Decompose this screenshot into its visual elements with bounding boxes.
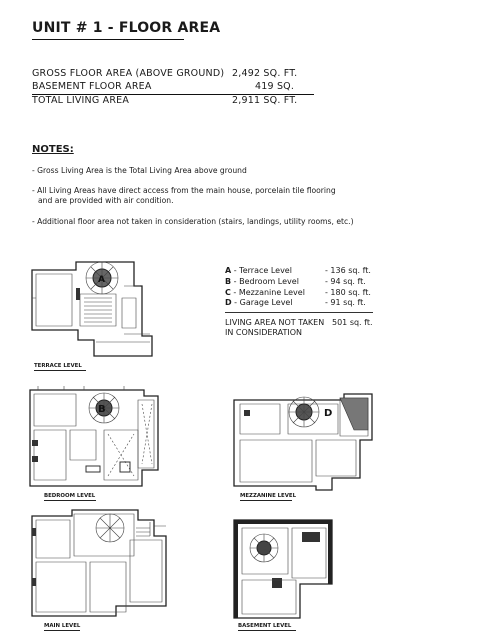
note-1: - Gross Living Area is the Total Living Area above ground [32,166,247,175]
caption-main-underline [44,630,80,631]
caption-terrace-underline [34,370,86,371]
note-2: - All Living Areas have direct access from the main house, porcelain tile flooring [32,186,336,195]
legend-value-b: - 94 sq. ft. [325,277,366,286]
main-level-plan [26,508,172,620]
legend-value-c: - 180 sq. ft. [325,288,371,297]
mezzanine-level-plan [228,390,378,492]
caption-bedroom: BEDROOM LEVEL [44,493,96,499]
area-value-basement: 419 SQ. [255,81,295,92]
bedroom-level-plan [24,384,164,492]
not-taken-line1: LIVING AREA NOT TAKEN [225,318,325,327]
terrace-mark: A [98,275,105,285]
area-label-basement: BASEMENT FLOOR AREA [32,81,152,92]
caption-mezzanine: MEZZANINE LEVEL [240,493,297,499]
not-taken-value: 501 sq. ft. [332,318,373,327]
legend-rule [225,312,373,313]
area-value-gross: 2,492 SQ. FT. [232,68,298,79]
note-3: - Additional floor area not taken in consideration (stairs, landings, utility rooms, etc.) [32,217,354,226]
area-label-gross: GROSS FLOOR AREA (ABOVE GROUND) [32,68,225,79]
legend-item-c: C - Mezzanine Level [225,288,305,297]
caption-basement-underline [238,630,296,631]
area-value-total: 2,911 SQ. FT. [232,95,298,106]
terrace-level-plan [24,258,164,362]
note-2-cont: and are provided with air condition. [38,196,174,205]
caption-terrace: TERRACE LEVEL [34,363,82,369]
legend-item-b: B - Bedroom Level [225,277,299,286]
notes-heading: NOTES: [32,144,74,155]
legend-value-d: - 91 sq. ft. [325,298,366,307]
caption-basement: BASEMENT LEVEL [238,623,292,629]
basement-level-plan [228,514,368,622]
legend-item-a: A - Terrace Level [225,266,292,275]
caption-main: MAIN LEVEL [44,623,81,629]
mezzanine-mark: D [324,408,333,419]
area-label-total: TOTAL LIVING AREA [32,95,130,106]
not-taken-line2: IN CONSIDERATION [225,328,303,337]
page-title: UNIT # 1 - FLOOR AREA [32,20,221,36]
legend-value-a: - 136 sq. ft. [325,266,371,275]
title-underline [32,39,184,40]
legend-item-d: D - Garage Level [225,298,293,307]
caption-bedroom-underline [44,500,96,501]
caption-mezzanine-underline [240,500,292,501]
bedroom-mark: B [98,404,106,415]
